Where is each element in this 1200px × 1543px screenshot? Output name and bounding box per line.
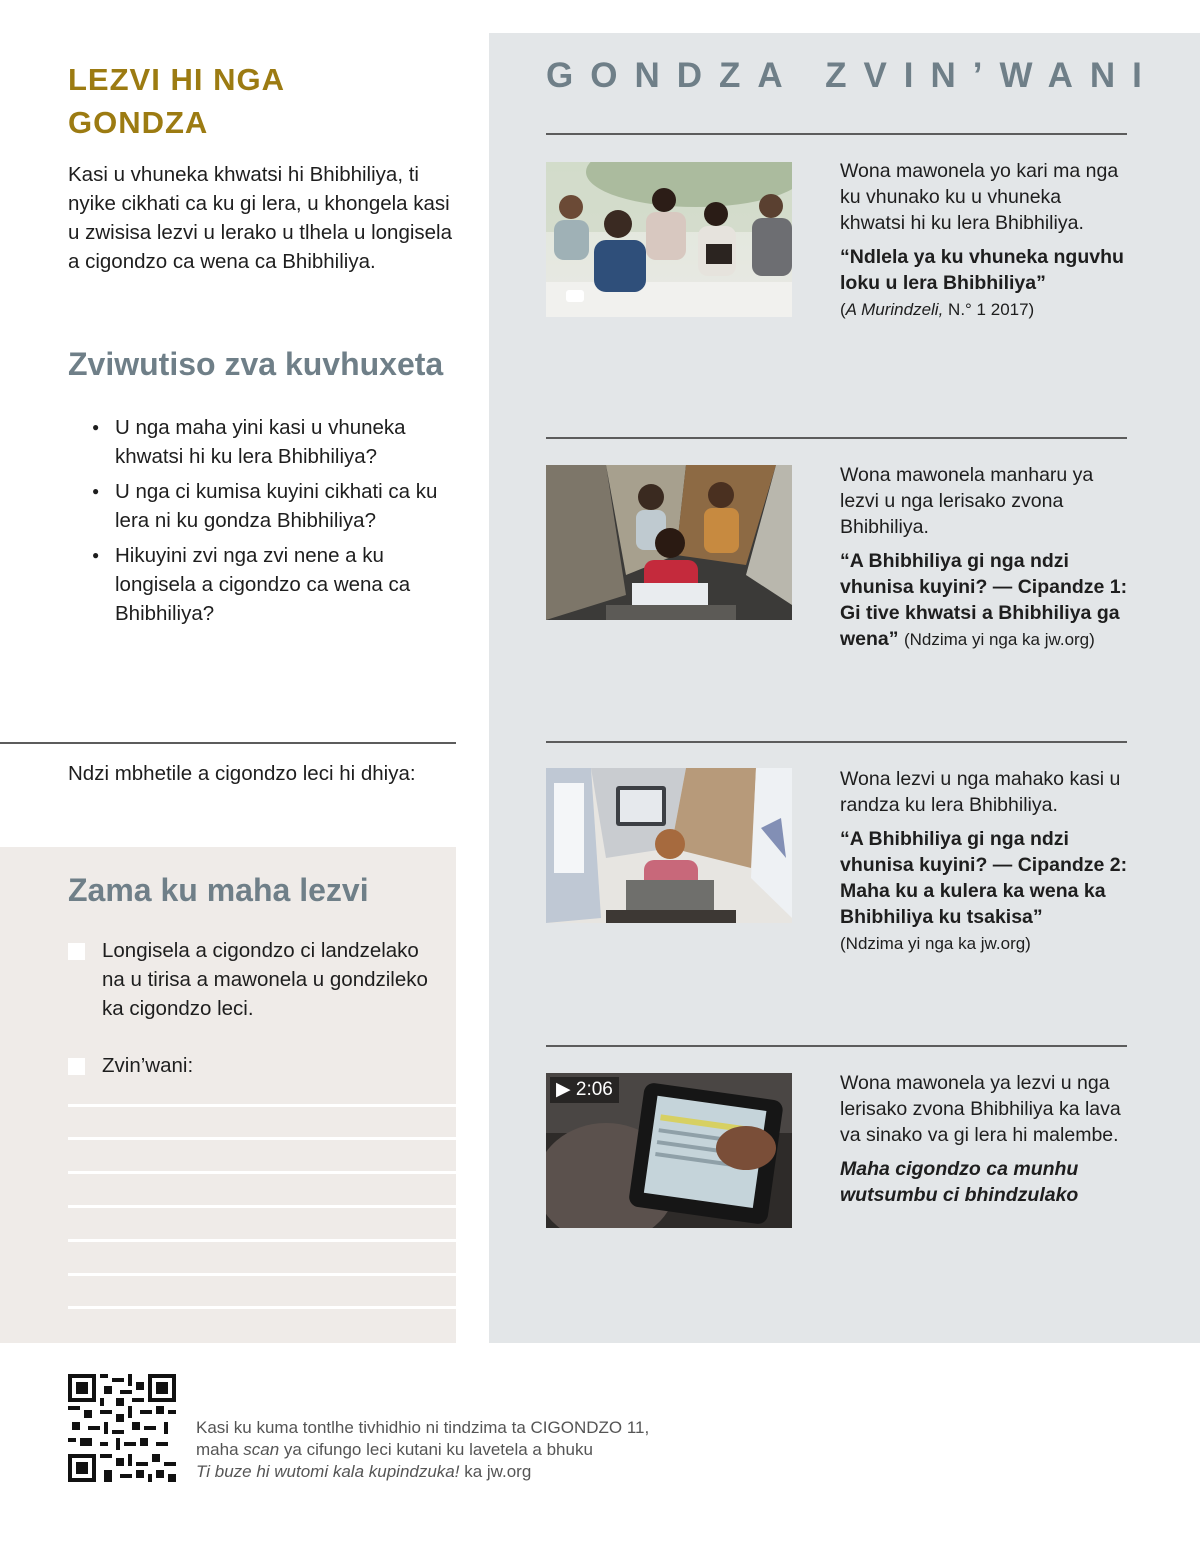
resource-title: “Ndlela ya ku vhuneka nguvhu loku u lera Bhibhiliya” <box>840 246 1124 294</box>
review-questions-heading: Zviwutiso zva kuvhuxeta <box>68 346 444 382</box>
list-item: ● U nga maha yini kasi u vhuneka khwatsi hi ku lera Bhibhiliya? <box>90 413 460 471</box>
write-in-line[interactable] <box>68 1171 456 1174</box>
girl-reading-image <box>546 768 792 923</box>
page-title: LEZVI HI NGA GONDZA <box>68 62 284 140</box>
write-in-line[interactable] <box>68 1306 456 1309</box>
divider <box>546 1045 1127 1047</box>
footer-note <box>196 1417 756 1483</box>
family-reading-image <box>546 162 792 317</box>
completed-date-line: Ndzi mbhetile a cigondzo leci hi dhiya: <box>68 762 416 785</box>
resource-link[interactable]: Maha cigondzo ca munhu wutsumbu ci bhindzulako <box>840 1158 1079 1206</box>
footer-line: Kasi ku kuma tontlhe tivhidhio ni tindzima ta CIGONDZO 11, <box>196 1418 650 1437</box>
resource-source: (Ndzima yi nga ka jw.org) <box>840 934 1031 953</box>
resource-link[interactable] <box>840 826 1130 957</box>
divider <box>546 437 1127 439</box>
video-duration-badge[interactable]: ▶ 2:06 <box>550 1077 619 1103</box>
intro-paragraph: Kasi u vhuneka khwatsi hi Bhibhiliya, ti nyike cikhati ca ku gi lera, u khongela kasi u zwisisa lezvi u lerako u tlhela u longisela a cigondzo ca wena ca Bhibhiliya. <box>68 163 453 273</box>
resource-thumbnail-1[interactable] <box>546 162 792 317</box>
write-in-line[interactable] <box>68 1205 456 1208</box>
divider <box>546 133 1127 135</box>
resource-description: Wona mawonela yo kari ma nga ku vhunako ku u vhuneka khwatsi hi ku lera Bhibhiliya. <box>840 160 1119 234</box>
resource-4 <box>840 1070 1130 1208</box>
resource-title: “A Bhibhiliya gi nga ndzi vhunisa kuyini? — Cipandze 2: Maha ku a kulera ka wena ka Bhibhiliya ku tsakisa” <box>840 828 1128 928</box>
qr-code[interactable] <box>68 1374 176 1482</box>
write-in-line[interactable] <box>68 1137 456 1140</box>
resource-description: Wona mawonela ya lezvi u nga lerisako zvona Bhibhiliya ka lava va sinako va gi lera hi malembe. <box>840 1072 1121 1146</box>
boy-reading-image <box>546 465 792 620</box>
task-checkbox[interactable] <box>68 943 85 960</box>
write-in-line[interactable] <box>68 1273 456 1276</box>
resource-description: Wona lezvi u nga mahako kasi u randza ku lera Bhibhiliya. <box>840 768 1121 816</box>
task-label: Zvin’wani: <box>102 1054 194 1077</box>
task-label: Longisela a cigondzo ci landzelako na u tirisa a mawonela u gondzileko ka cigondzo leci. <box>102 939 428 1020</box>
resource-source: (A Murindzeli, N.° 1 2017) <box>840 300 1035 319</box>
activity-heading: Zama ku maha lezvi <box>68 872 369 908</box>
list-item: ● Hikuyini zvi nga zvi nene a ku longisela a cigondzo ca wena ca Bhibhiliya? <box>90 541 460 628</box>
activity-panel <box>0 847 456 1343</box>
resource-thumbnail-3[interactable] <box>546 768 792 923</box>
further-study-heading: GONDZA ZVIN’WANI <box>546 56 1159 95</box>
task-checkbox[interactable] <box>68 1058 85 1075</box>
footer-line: Ti buze hi wutomi kala kupindzuka! ka jw.org <box>196 1462 532 1481</box>
resource-2 <box>840 462 1130 653</box>
divider <box>0 742 456 744</box>
resource-link[interactable] <box>840 548 1130 653</box>
resource-thumbnail-2[interactable] <box>546 465 792 620</box>
review-questions <box>90 413 460 634</box>
footer-line: maha scan ya cifungo leci kutani ku lavetela a bhuku <box>196 1440 593 1459</box>
write-in-line[interactable] <box>68 1104 456 1107</box>
list-item: ● U nga ci kumisa kuyini cikhati ca ku lera ni ku gondza Bhibhiliya? <box>90 477 460 535</box>
divider <box>546 741 1127 743</box>
resource-3 <box>840 766 1130 957</box>
resource-description: Wona mawonela manharu ya lezvi u nga lerisako zvona Bhibhiliya. <box>840 464 1094 538</box>
video-thumbnail[interactable] <box>546 1073 792 1228</box>
resource-1 <box>840 158 1130 323</box>
resource-source: (Ndzima yi nga ka jw.org) <box>903 630 1095 649</box>
write-in-line[interactable] <box>68 1239 456 1242</box>
resource-title: “A Bhibhiliya gi nga ndzi vhunisa kuyini? — Cipandze 1: Gi tive khwatsi a Bhibhiliya ga wena” <box>840 550 1128 650</box>
resource-link[interactable] <box>840 244 1130 323</box>
